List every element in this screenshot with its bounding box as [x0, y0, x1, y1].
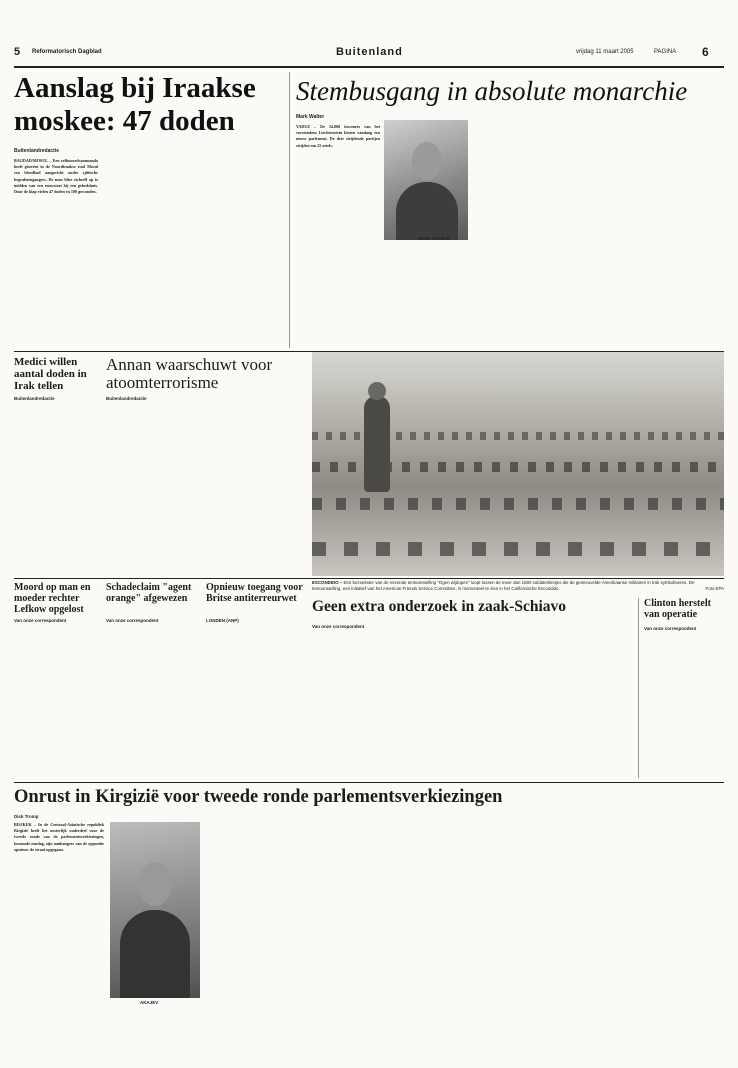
page-header: [14, 40, 724, 66]
graves-photo-caption: [312, 580, 724, 591]
moord-byline: Van onze correspondent: [14, 618, 67, 623]
clinton-body: [644, 636, 724, 778]
stembusgang-body-col5: [644, 120, 724, 348]
schiavo-headline: Geen extra onderzoek in zaak-Schiavo: [312, 598, 567, 615]
visitor-figure: [364, 396, 390, 492]
kirgizie-lede: BISJKEK – In de Centraal-Aziatische republiek Kirgizië heeft het oosterlijk onderdeel voor de tweede ronde van de parlementsverkiezingen, komende zondag, zijn aanhangers van de oppositie opnieuw de straat opgegaan.: [14, 822, 104, 852]
stembusgang-body-col1: [296, 168, 380, 348]
medici-body: [14, 406, 98, 576]
akajev-head-shape: [138, 862, 172, 906]
section-rule-2: [14, 578, 724, 579]
annan-body-col1: [106, 406, 198, 576]
schiavo-body-col2: [400, 624, 484, 778]
portrait-head-shape: [412, 142, 442, 180]
stembusgang-body-col2: [384, 244, 468, 348]
caption-label: ESCONDIDO –: [312, 580, 343, 585]
schiavo-body-col1: [312, 634, 396, 778]
medici-byline: Buitenlandredactie: [14, 396, 55, 401]
opnieuw-body: [206, 628, 306, 778]
schadeclaim-headline: Schadeclaim "agent orange" afgewezen: [106, 582, 192, 604]
section-rule-3: [14, 782, 724, 783]
stembusgang-byline: Mark Walter: [296, 114, 325, 120]
page-label: PAGINA: [654, 49, 677, 55]
section-title: Buitenland: [336, 46, 403, 58]
stembusgang-body-col4: [560, 120, 640, 348]
graves-photo: [312, 352, 724, 576]
header-rule: [14, 66, 724, 68]
schadeclaim-body: [106, 628, 202, 778]
mosque-body-col3: [198, 148, 282, 348]
mosque-byline: Buitenlandredactie: [14, 148, 60, 154]
akajev-caption: AKAJEV: [140, 1000, 159, 1005]
kirgizie-body-col3: [206, 814, 302, 1056]
boots-row-4: [312, 542, 724, 556]
schiavo-byline: Van onze correspondent: [312, 624, 365, 629]
moord-headline: Moord op man en moeder rechter Lefkow opgelost: [14, 582, 91, 615]
annan-body-col2: [206, 406, 306, 576]
mosque-headline: Aanslag bij Iraakse moskee: 47 doden: [14, 72, 256, 137]
clinton-byline: Van onze correspondent: [644, 626, 697, 631]
kirgizie-body-col6: [512, 814, 608, 1056]
clinton-divider: [638, 598, 639, 778]
mosque-body-col2: [106, 148, 190, 348]
portrait-body-shape: [396, 182, 458, 240]
page-number-left: 5: [14, 46, 21, 58]
akajev-body-shape: [120, 910, 190, 998]
kirgizie-headline: Onrust in Kirgizië voor tweede ronde parlementsverkiezingen: [14, 787, 503, 807]
column-divider: [289, 72, 290, 348]
mosque-lede: BAGDAD/MOSUL – Een zelfmoordcommando heeft gisteren in de Noordiraakse stad Mosul een bloedbad aangericht onder sjiitische begrafenisgangers. De man blies zichzelf op te midden van een rouwstoet bij een gebedshuis. Door de klap vielen 47 doden en 100 gewonden.: [14, 158, 98, 195]
kirgizie-body-col5: [410, 814, 506, 1056]
kirgizie-body-col4: [308, 814, 404, 1056]
opnieuw-byline: LONDEN (ANP): [206, 618, 239, 623]
kirgizie-body-col2: [110, 1008, 200, 1056]
annan-headline: Annan waarschuwt voor atoomterrorisme: [106, 355, 273, 392]
mosque-body-col1: [14, 244, 98, 348]
opnieuw-headline: Opnieuw toegang voor Britse antiterreurwet: [206, 582, 303, 604]
stembusgang-body-col3: [472, 120, 556, 348]
caption-text: Een bezoekster van de reizende tentoonstelling "Ogen wijdopen" loopt tussen de meer dan 1580 soldatenkistjes die de gesneuvelde Amerikaanse militairen in Irak symboliseren. De tentoonstelling, een initiatief van het American Friends Service Committee, is momenteel te zien in het Californische Escondido.: [312, 580, 695, 591]
boots-row-3: [312, 498, 724, 510]
hans-adam-caption: HANS ADAM II: [418, 236, 450, 241]
kirgizie-body-col7: [614, 814, 724, 1056]
newspaper-name: Reformatorisch Dagblad: [32, 49, 102, 55]
clinton-headline: Clinton herstelt van operatie: [644, 598, 711, 620]
visitor-head: [368, 382, 386, 400]
stembusgang-lede: VADUZ – De 34.000 inwoners van het vorstendom Liechtenstein kiezen vandaag een nieuw parlement. De drie strijdende partijen strijden om 25 zetels.: [296, 124, 380, 148]
akajev-photo: [110, 822, 200, 998]
photo-credit: Foto EPA: [705, 585, 724, 591]
page-number-right: 6: [702, 45, 709, 59]
page-date: vrijdag 11 maart 2005: [576, 49, 634, 55]
schiavo-body-col4: [576, 624, 634, 778]
moord-body: [14, 628, 102, 778]
stembusgang-headline: Stembusgang in absolute monarchie: [296, 76, 688, 106]
hans-adam-photo: [384, 120, 468, 240]
schadeclaim-byline: Van onze correspondent: [106, 618, 159, 623]
kirgizie-byline: Dick Tromp: [14, 814, 39, 819]
medici-headline: Medici willen aantal doden in Irak tellen: [14, 356, 87, 392]
annan-byline: Buitenlandredactie: [106, 396, 147, 401]
schiavo-body-col3: [488, 624, 572, 778]
kirgizie-body-col1: [14, 878, 104, 1056]
